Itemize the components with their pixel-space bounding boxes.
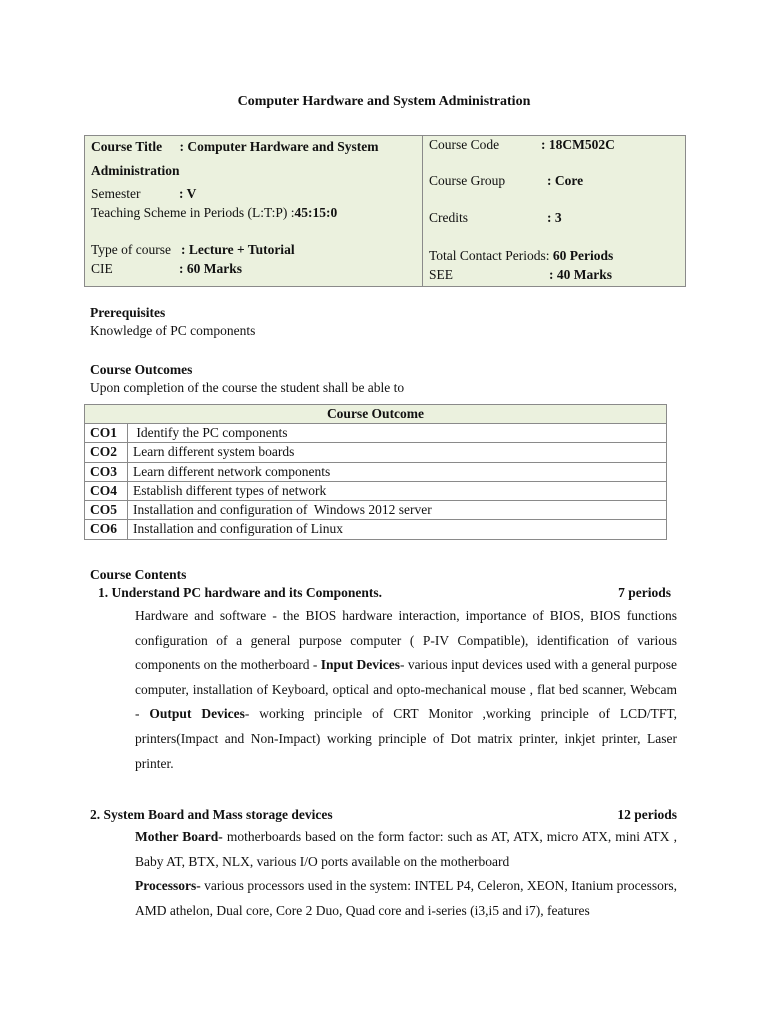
- see-row: [429, 266, 612, 284]
- course-group-value: : Core: [547, 173, 584, 188]
- course-info-left: [85, 136, 423, 286]
- outcome-text: Identify the PC components: [128, 424, 667, 443]
- table-header-row: [85, 405, 667, 424]
- credits-value: : 3: [547, 210, 562, 225]
- processors-label: Processors-: [135, 878, 201, 894]
- outcome-id: CO2: [85, 443, 128, 462]
- course-outcomes-intro: Upon completion of the course the student shall be able to: [90, 380, 405, 395]
- table-row: [85, 481, 667, 500]
- course-title-value-cont: Administration: [91, 163, 180, 178]
- course-outcome-header: Course Outcome: [85, 405, 667, 424]
- total-periods-row: [429, 247, 613, 265]
- cie-row: [91, 260, 242, 278]
- course-code-label: Course Code: [429, 137, 500, 152]
- outcome-id: CO1: [85, 424, 128, 443]
- outcome-id: CO4: [85, 481, 128, 500]
- course-type-row: [91, 241, 295, 259]
- outcome-text: Learn different system boards: [128, 443, 667, 462]
- course-group-label: Course Group: [429, 173, 506, 188]
- outcome-text: Installation and configuration of Linux: [128, 520, 667, 539]
- input-devices-label: Input Devices: [320, 657, 400, 673]
- unit1-text-part3: - working principle of CRT Monitor ,working principle of LCD/TFT, printers(Impact and Non-Impact) working principle of Dot matrix printer, inkjet printer, Laser printer.: [135, 706, 677, 771]
- course-type-value: : Lecture + Tutorial: [181, 242, 295, 257]
- credits-label: Credits: [429, 210, 468, 225]
- unit1-text-part1: Hardware and software - the BIOS hardware interaction, importance of BIOS, BIOS functions configuration of a general purpose computer ( P-IV Compatible), identification of various components on the motherboard -: [135, 608, 677, 673]
- table-row: [85, 424, 667, 443]
- total-periods-value: 60 Periods: [552, 248, 614, 263]
- course-title-label: Course Title: [91, 139, 163, 154]
- see-label: SEE: [429, 267, 454, 282]
- course-contents-heading: Course Contents: [90, 567, 187, 582]
- outcome-id: CO5: [85, 501, 128, 520]
- course-title-row: [91, 138, 379, 156]
- course-code-row: [429, 136, 615, 154]
- output-devices-label: Output Devices: [149, 706, 245, 722]
- prerequisites-text: Knowledge of PC components: [90, 323, 256, 338]
- prerequisites-heading: Prerequisites: [90, 305, 166, 320]
- credits-row: [429, 209, 562, 227]
- outcome-text: Establish different types of network: [128, 481, 667, 500]
- table-row: [85, 443, 667, 462]
- course-outcomes-table: [84, 404, 667, 540]
- unit1-periods: 7 periods: [618, 585, 671, 600]
- course-code-value: : 18CM502C: [541, 137, 615, 152]
- course-outcomes-heading: Course Outcomes: [90, 362, 193, 377]
- outcome-id: CO6: [85, 520, 128, 539]
- table-row: [85, 462, 667, 481]
- course-type-label: Type of course: [91, 242, 172, 257]
- mother-board-label: Mother Board-: [135, 829, 223, 844]
- cie-label: CIE: [91, 261, 113, 276]
- outcome-text: Learn different network components: [128, 462, 667, 481]
- see-value: : 40 Marks: [549, 267, 612, 282]
- semester-value: : V: [179, 186, 197, 201]
- cie-value: : 60 Marks: [179, 261, 242, 276]
- table-row: [85, 501, 667, 520]
- unit2-periods: 12 periods: [617, 807, 677, 822]
- unit1-title: 1. Understand PC hardware and its Components.: [98, 585, 383, 600]
- table-row: [85, 520, 667, 539]
- document-title: Computer Hardware and System Administration: [237, 94, 531, 109]
- semester-label: Semester: [91, 186, 141, 201]
- outcome-text: Installation and configuration of Windows 2012 server: [128, 501, 667, 520]
- total-periods-label: Total Contact Periods:: [429, 248, 550, 263]
- mother-board-text: motherboards based on the form factor: such as AT, ATX, micro ATX, mini ATX , Baby AT, BTX, NLX, various I/O ports available on the motherboard: [135, 829, 677, 869]
- unit2-title: 2. System Board and Mass storage devices: [90, 807, 333, 822]
- course-title-value: : Computer Hardware and System: [179, 139, 379, 154]
- course-info-right: [423, 136, 685, 286]
- unit1-description: [135, 604, 677, 776]
- course-info-table: [84, 135, 686, 287]
- teaching-scheme-value: 45:15:0: [294, 205, 338, 220]
- course-group-row: [429, 172, 583, 190]
- teaching-scheme-label: Teaching Scheme in Periods (L:T:P) :: [91, 205, 295, 220]
- teaching-scheme-row: [91, 204, 337, 222]
- unit1-text-part2: - various input devices used with a general purpose computer, installation of Keyboard, optical and opto-mechanical mouse , flat bed scanner, Webcam -: [135, 657, 677, 722]
- semester-row: [91, 185, 196, 203]
- outcome-id: CO3: [85, 462, 128, 481]
- unit2-description: [135, 825, 677, 923]
- processors-text: various processors used in the system: INTEL P4, Celeron, XEON, Itanium processors, AMD athelon, Dual core, Core 2 Duo, Quad core and i-series (i3,i5 and i7), features: [135, 878, 677, 918]
